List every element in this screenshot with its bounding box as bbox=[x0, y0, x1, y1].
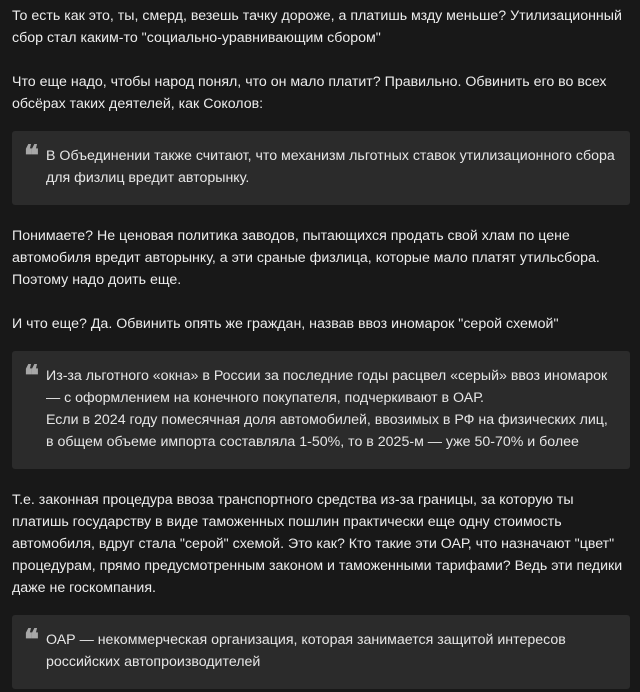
blockquote bbox=[12, 351, 630, 469]
blockquote bbox=[12, 615, 630, 689]
quote-icon: ❝ bbox=[24, 623, 40, 656]
post-paragraph: Понимаете? Не ценовая политика заводов, пытающихся продать свой хлам по цене автомобиля вредит авторынку, а эти сраные физлица, которые мало платят утильсбора. Поэтому надо доить еще. bbox=[12, 228, 600, 288]
blockquote-text: В Объединении также считают, что механизм льготных ставок утилизационного сбора для физлиц вредит авторынку. bbox=[46, 148, 615, 186]
blockquote bbox=[12, 131, 630, 205]
quote-icon: ❝ bbox=[24, 139, 40, 172]
post-body bbox=[12, 5, 630, 689]
post-paragraph: Т.е. законная процедура ввоза транспортного средства из-за границы, за которую ты платишь государству в виде таможенных пошлин практически еще одну стоимость автомобиля, вдруг стала "серой" схемой. Это как? Кто такие эти ОАР, что назначают "цвет" процедурам, прямо предусмотренным законом и таможенными тарифами? Ведь эти педики даже не госкомпания. bbox=[12, 492, 623, 596]
quote-icon: ❝ bbox=[24, 359, 40, 392]
post-paragraph: И что еще? Да. Обвинить опять же граждан, назвав ввоз иномарок "серой схемой" bbox=[12, 316, 559, 332]
blockquote-line: Если в 2024 году помесячная доля автомобилей, ввозимых в РФ на физических лиц, в общем объеме импорта составляла 1-50%, то в 2025-м — уже 50-70% и более bbox=[46, 412, 608, 450]
blockquote-text: ОАР — некоммерческая организация, которая занимается защитой интересов российских автопроизводителей bbox=[46, 632, 566, 670]
blockquote-text bbox=[46, 365, 616, 453]
blockquote-line: Из-за льготного «окна» в России за последние годы расцвел «серый» ввоз иномарок — с оформлением на конечного покупателя, подчеркивают в ОАР. bbox=[46, 368, 608, 406]
post-paragraph: Что еще надо, чтобы народ понял, что он мало платит? Правильно. Обвинить его во всех обсёрах таких деятелей, как Соколов: bbox=[12, 74, 607, 112]
post-paragraph: То есть как это, ты, смерд, везешь тачку дороже, а платишь мзду меньше? Утилизационный сбор стал каким-то "социально-уравнивающим сбором" bbox=[12, 8, 622, 46]
